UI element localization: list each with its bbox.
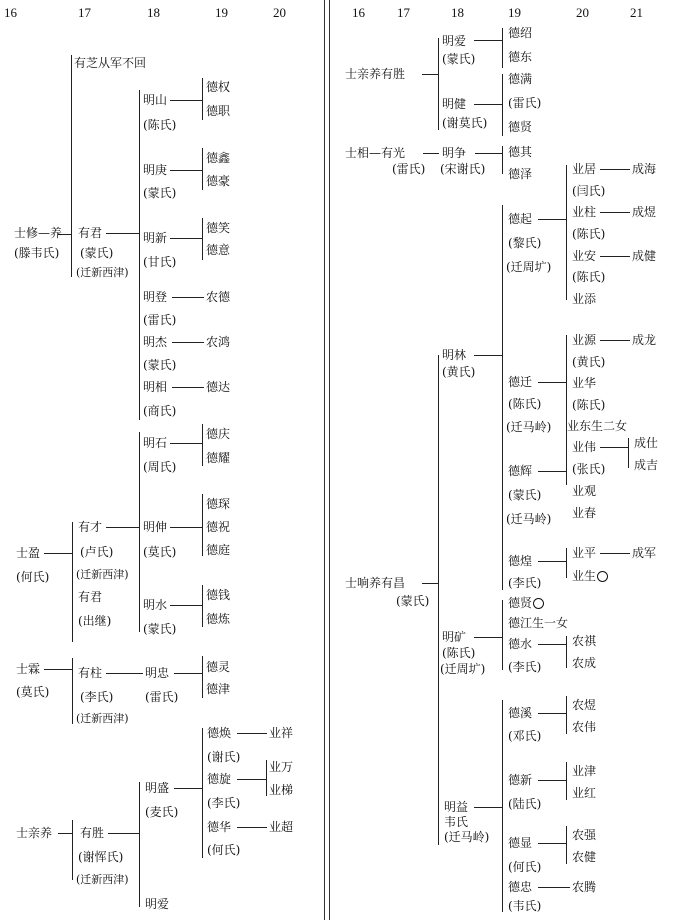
person-name: 有芝从军不回 (74, 56, 147, 70)
person-name: 明矿 (442, 630, 467, 644)
branch-line (566, 762, 567, 800)
person-name: 有柱 (78, 666, 103, 680)
person-name: 业添 (572, 292, 597, 306)
person-name: 德华 (207, 820, 232, 834)
person-name: 明山 (143, 93, 168, 107)
gen-header: 20 (576, 5, 589, 20)
gen-header: 20 (273, 5, 286, 20)
person-name: 德庭 (206, 543, 231, 557)
branch-line (474, 355, 502, 356)
spouse-name: 韦氏 (444, 815, 469, 829)
branch-line (600, 447, 628, 448)
branch-line (566, 696, 567, 734)
person-name: 成仕 (634, 436, 659, 450)
branch-line (538, 887, 570, 888)
person-name: 德溪 (508, 706, 533, 720)
branch-line (202, 148, 203, 190)
person-name: 有才 (78, 520, 103, 534)
person-name: 明石 (143, 436, 168, 450)
person-name: 有君 (78, 226, 103, 240)
person-name: 德东 (508, 50, 533, 64)
branch-line (502, 700, 503, 912)
person-name: 德满 (508, 72, 533, 86)
person-name: 明相 (143, 380, 168, 394)
branch-line (600, 169, 630, 170)
branch-line (139, 782, 140, 907)
branch-line (502, 146, 503, 174)
person-name: 明爱 (145, 897, 170, 911)
person-name: 士响养有昌 (345, 576, 406, 590)
branch-line (237, 779, 266, 780)
person-name: 业春 (572, 506, 597, 520)
gen-header: 17 (78, 5, 91, 20)
spouse-name: (闫氏) (572, 184, 606, 198)
person-name: 德迁 (508, 375, 533, 389)
person-name: 明盛 (145, 781, 170, 795)
branch-line (172, 297, 204, 298)
note: (迁新西津) (76, 568, 129, 581)
branch-line (438, 355, 439, 845)
person-name: 士盈 (16, 546, 41, 560)
person-name: 有君 (78, 590, 103, 604)
branch-line (422, 583, 438, 584)
person-name: 德庆 (206, 427, 231, 441)
person-name: 明争 (442, 146, 467, 160)
branch-line (600, 340, 630, 341)
note: (迁马岭) (444, 830, 490, 844)
branch-line (202, 585, 203, 627)
circle-mark (597, 571, 608, 582)
spouse-name: (雷氏) (143, 313, 177, 327)
spouse-name: (陈氏) (508, 397, 542, 411)
gen-header: 16 (352, 5, 365, 20)
branch-line (474, 637, 502, 638)
person-name: 士亲养 (16, 826, 53, 840)
person-name: 德贤 (508, 596, 533, 610)
note: (迁周圹) (440, 662, 486, 676)
person-name: 明忠 (145, 666, 170, 680)
person-name: 德绍 (508, 26, 533, 40)
person-name: 业华 (572, 376, 597, 390)
person-name: 业万 (269, 760, 294, 774)
person-name: 德焕 (207, 726, 232, 740)
branch-line (170, 527, 202, 528)
branch-line (170, 605, 202, 606)
person-name: 成海 (632, 162, 657, 176)
page-divider (324, 0, 330, 920)
person-name: 农祺 (572, 634, 597, 648)
person-name: 德泽 (508, 167, 533, 181)
branch-line (174, 788, 202, 789)
person-name: 业超 (269, 820, 294, 834)
person-name: 业平 (572, 546, 597, 560)
person-name: 农伟 (572, 720, 597, 734)
spouse-name: (雷氏) (145, 690, 179, 704)
gen-header: 19 (215, 5, 228, 20)
person-name: 德职 (206, 104, 231, 118)
person-name: 业柱 (572, 205, 597, 219)
gen-header: 18 (451, 5, 464, 20)
spouse-name: (谢氏) (207, 750, 241, 764)
person-name: 德煌 (508, 554, 533, 568)
branch-line (108, 833, 139, 834)
branch-line (422, 74, 438, 75)
person-name: 业观 (572, 484, 597, 498)
spouse-name: (陈氏) (143, 118, 177, 132)
person-name: 明健 (442, 97, 467, 111)
branch-line (44, 553, 72, 554)
spouse-name: (蒙氏) (143, 358, 177, 372)
spouse-name: (谢恽氏) (78, 850, 124, 864)
branch-line (538, 780, 566, 781)
branch-line (170, 170, 202, 171)
spouse-name: (李氏) (207, 796, 241, 810)
person-name: 业安 (572, 249, 597, 263)
spouse-name: (何氏) (207, 843, 241, 857)
branch-line (202, 78, 203, 120)
person-name: 德鑫 (206, 151, 231, 165)
branch-line (474, 104, 502, 105)
spouse-name: (李氏) (508, 660, 542, 674)
spouse-name: (蒙氏) (143, 186, 177, 200)
branch-line (106, 527, 139, 528)
branch-line (502, 600, 503, 670)
branch-line (170, 443, 202, 444)
person-name: 德显 (508, 836, 533, 850)
branch-line (538, 471, 566, 472)
branch-line (139, 90, 140, 420)
person-name: 成龙 (632, 333, 657, 347)
branch-line (538, 561, 566, 562)
branch-line (438, 38, 439, 130)
person-name: 农鸿 (206, 335, 231, 349)
branch-line (566, 826, 567, 864)
branch-line (566, 165, 567, 300)
spouse-name: (莫氏) (16, 685, 50, 699)
spouse-name: (黄氏) (572, 355, 606, 369)
person-name: 有胜 (80, 826, 105, 840)
person-name: 成健 (632, 249, 657, 263)
person-name: 德达 (206, 380, 231, 394)
spouse-name: (蒙氏) (143, 622, 177, 636)
spouse-name: (蒙氏) (442, 52, 476, 66)
branch-line (202, 494, 203, 556)
note: (迁马岭) (506, 512, 552, 526)
spouse-name: (麦氏) (145, 805, 179, 819)
branch-line (202, 218, 203, 260)
spouse-name: (商氏) (143, 404, 177, 418)
spouse-name: (黎氏) (508, 236, 542, 250)
spouse-name: (陆氏) (508, 797, 542, 811)
gen-header: 19 (508, 5, 521, 20)
spouse-name: (雷氏) (392, 162, 426, 176)
person-name: 农腾 (572, 880, 597, 894)
person-name: 德水 (508, 637, 533, 651)
branch-line (502, 28, 503, 68)
spouse-name: (韦氏) (508, 899, 542, 913)
person-name: 业伟 (572, 440, 597, 454)
branch-line (72, 820, 73, 880)
spouse-name: (宋谢氏) (440, 162, 486, 176)
spouse-name: (李氏) (508, 576, 542, 590)
person-name: 德祝 (206, 520, 231, 534)
spouse-name: (甘氏) (143, 255, 177, 269)
person-name: 明伸 (143, 520, 168, 534)
note: (出继) (78, 614, 112, 628)
person-name: 德豪 (206, 174, 231, 188)
spouse-name: (何氏) (16, 570, 50, 584)
branch-line (566, 335, 567, 485)
spouse-name: (李氏) (80, 690, 114, 704)
person-name: 士霖 (16, 662, 41, 676)
person-name: 成吉 (634, 458, 659, 472)
person-name: 德旋 (207, 772, 232, 786)
branch-line (475, 153, 502, 154)
gen-header: 17 (397, 5, 410, 20)
person-name: 德忠 (508, 880, 533, 894)
branch-line (502, 74, 503, 136)
person-name: 德笑 (206, 221, 231, 235)
branch-line (202, 728, 203, 858)
branch-line (474, 807, 502, 808)
note: (迁新西津) (76, 873, 129, 886)
person-name: 德灵 (206, 660, 231, 674)
person-name: 德耀 (206, 451, 231, 465)
spouse-name: (邓氏) (508, 729, 542, 743)
person-name: 业津 (572, 764, 597, 778)
branch-line (538, 843, 566, 844)
note: (迁周圹) (506, 260, 552, 274)
person-name: 业祥 (269, 726, 294, 740)
branch-line (72, 522, 73, 642)
person-name: 明爱 (442, 34, 467, 48)
spouse-name: (谢莫氏) (442, 116, 488, 130)
spouse-name: (陈氏) (572, 270, 606, 284)
branch-line (170, 238, 202, 239)
person-name: 德起 (508, 212, 533, 226)
person-name: 业源 (572, 333, 597, 347)
person-name: 明新 (143, 231, 168, 245)
person-name: 德琛 (206, 497, 231, 511)
branch-line (538, 713, 566, 714)
branch-line (202, 424, 203, 466)
person-name: 德贤 (508, 120, 533, 134)
person-name: 明林 (442, 348, 467, 362)
branch-line (502, 205, 503, 590)
person-name: 业生 (572, 569, 597, 583)
branch-line (538, 382, 566, 383)
branch-line (106, 233, 139, 234)
person-name: 成军 (632, 546, 657, 560)
spouse-name: (蒙氏) (508, 488, 542, 502)
branch-line (72, 658, 73, 724)
spouse-name: (黄氏) (442, 365, 476, 379)
person-name: 明登 (143, 290, 168, 304)
branch-line (237, 827, 267, 828)
person-name: 德意 (206, 243, 231, 257)
branch-line (566, 636, 567, 668)
person-name: 德其 (508, 145, 533, 159)
branch-line (174, 673, 202, 674)
person-name: 明庚 (143, 163, 168, 177)
branch-line (600, 256, 630, 257)
person-name: 农强 (572, 828, 597, 842)
person-name: 德钱 (206, 588, 231, 602)
person-name: 士修—养 (14, 226, 63, 240)
person-name: 农健 (572, 850, 597, 864)
spouse-name: (陈氏) (572, 398, 606, 412)
person-name: 明益 (444, 800, 469, 814)
person-name (572, 569, 608, 583)
person-name: 德炼 (206, 612, 231, 626)
person-name: 士亲养有胜 (345, 67, 406, 81)
person-name: 德辉 (508, 464, 533, 478)
gen-header: 21 (630, 5, 643, 20)
note: (迁新西津) (76, 712, 129, 725)
branch-line (44, 669, 72, 670)
person-name: 明杰 (143, 335, 168, 349)
person-name: 士相—有光 (345, 146, 406, 160)
branch-line (566, 548, 567, 578)
branch-line (202, 656, 203, 698)
spouse-name: (蒙氏) (396, 594, 430, 608)
person-name: 成煜 (632, 205, 657, 219)
person-name: 德权 (206, 80, 231, 94)
spouse-name: (张氏) (572, 462, 606, 476)
branch-line (538, 219, 566, 220)
person-name: 农煜 (572, 698, 597, 712)
branch-line (106, 673, 143, 674)
person-name: 德江生一女 (508, 616, 569, 630)
person-name: 业东生二女 (567, 419, 628, 433)
branch-line (172, 342, 204, 343)
circle-mark (533, 598, 544, 609)
spouse-name: (莫氏) (143, 545, 177, 559)
spouse-name: (卢氏) (80, 545, 114, 559)
branch-line (628, 438, 629, 468)
branch-line (71, 55, 72, 277)
person-name: 明水 (143, 598, 168, 612)
branch-line (600, 212, 630, 213)
spouse-name: (滕韦氏) (14, 246, 60, 260)
gen-header: 18 (147, 5, 160, 20)
branch-line (600, 553, 630, 554)
spouse-name: (何氏) (508, 860, 542, 874)
branch-line (538, 644, 566, 645)
note: (迁新西津) (76, 266, 129, 279)
branch-line (266, 760, 267, 796)
person-name: 业红 (572, 786, 597, 800)
branch-line (170, 100, 202, 101)
branch-line (474, 40, 502, 41)
branch-line (423, 153, 439, 154)
spouse-name: (陈氏) (572, 227, 606, 241)
spouse-name: (周氏) (143, 460, 177, 474)
spouse-name: (陈氏) (442, 646, 476, 660)
person-name: 业梯 (269, 783, 294, 797)
person-name: 业居 (572, 162, 597, 176)
person-name: 农成 (572, 656, 597, 670)
person-name: 农德 (206, 290, 231, 304)
branch-line (237, 733, 267, 734)
branch-line (139, 432, 140, 632)
note: (迁马岭) (506, 420, 552, 434)
branch-line (58, 833, 72, 834)
person-name: 德津 (206, 682, 231, 696)
spouse-name: (蒙氏) (80, 246, 114, 260)
branch-line (172, 387, 204, 388)
gen-header: 16 (4, 5, 17, 20)
person-name (508, 596, 544, 610)
person-name: 德新 (508, 773, 533, 787)
spouse-name: (雷氏) (508, 96, 542, 110)
